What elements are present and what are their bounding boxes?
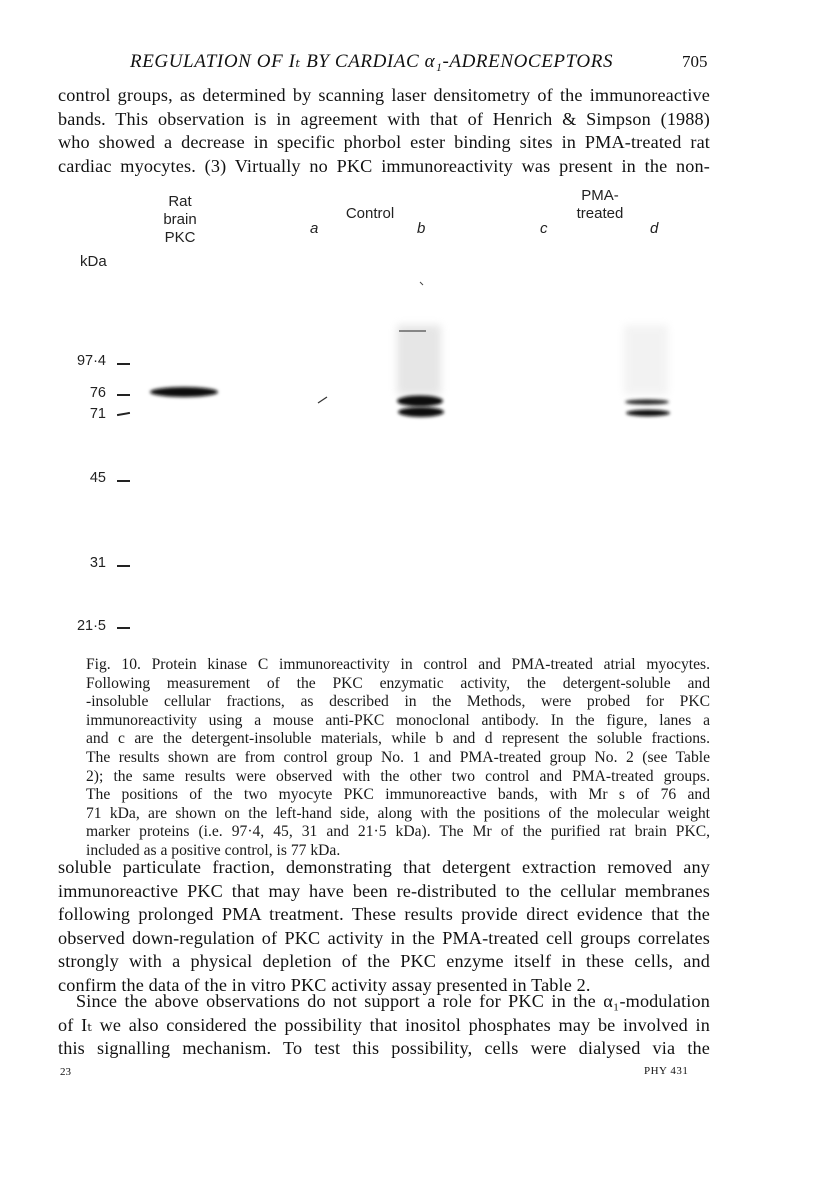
label-pma-treated: PMA- treated — [576, 187, 624, 222]
text-line: soluble particulate fraction, demonstrating that detergent extraction removed any — [58, 857, 710, 877]
caption-line: immunoreactivity using a mouse anti-PKC monoclonal antibody. In the figure, lanes a — [86, 711, 710, 729]
label-control: Control — [345, 205, 395, 222]
text-line: bands. This observation is in agreement with that of Henrich & Simpson (1988) — [58, 108, 710, 129]
marker-45: 45 — [89, 470, 106, 486]
text-line: cardiac myocytes. (3) Virtually no PKC immunoreactivity was present in the non- — [58, 155, 710, 176]
caption-line: The positions of the two myocyte PKC immunoreactive bands, with Mr s of 76 and — [86, 786, 710, 804]
text-line: who showed a decrease in specific phorbol ester binding sites in PMA-treated rat — [58, 132, 710, 153]
caption-line: included as a positive control, is 77 kDa. — [86, 841, 341, 859]
text-line: immunoreactive PKC that may have been re-distributed to the cellular membranes — [58, 880, 710, 901]
text-line: strongly with a physical depletion of the PKC enzyme itself in these cells, and — [58, 951, 710, 972]
kda-unit-label: kDa — [80, 253, 107, 270]
running-title: REGULATION OF Iₜ BY CARDIAC α₁-ADRENOCEPTORS — [130, 51, 614, 72]
body-paragraph-2 — [58, 856, 710, 998]
marker-97-4: 97·4 — [76, 353, 106, 369]
caption-line: and c are the detergent-insoluble materials, while b and d represent the soluble fractions. — [86, 730, 710, 748]
band-lane-b-76kda — [397, 396, 443, 407]
marker-tick — [117, 627, 130, 629]
text-line: confirm the data of the in vitro PKC activity assay presented in Table 2. — [58, 974, 591, 995]
lane-d-label: d — [650, 220, 659, 237]
caption-line: marker proteins (i.e. 97·4, 45, 31 and 21·5 kDa). The Mr of the purified rat brain PKC, — [86, 823, 710, 841]
lane-c-label: c — [540, 220, 548, 237]
caption-line: The results shown are from control group No. 1 and PMA-treated group No. 2 (see Table — [86, 748, 710, 766]
caption-line: -insoluble cellular fractions, as described in the Methods, were probed for PKC — [86, 693, 710, 711]
marker-31: 31 — [89, 555, 106, 571]
journal-code: PHY 431 — [644, 1065, 689, 1077]
band-lane-b-71kda — [398, 407, 444, 417]
text-line: this signalling mechanism. To test this possibility, cells were dialysed via the — [58, 1038, 710, 1059]
text-line: Since the above observations do not support a role for PKC in the α₁-modulation — [76, 991, 710, 1011]
page-number: 705 — [682, 52, 708, 71]
band-lane-d-71kda — [626, 410, 670, 416]
lane-b-label: b — [417, 220, 426, 237]
body-paragraph-1 — [58, 84, 710, 178]
smear-lane-d — [624, 325, 668, 395]
text-line: of Iₜ we also considered the possibility that inositol phosphates may be involved in — [58, 1014, 710, 1035]
marker-71: 71 — [89, 406, 106, 422]
label-rat-brain-pkc: Rat brain PKC — [163, 193, 197, 246]
signature-mark: 23 — [60, 1066, 71, 1078]
lane-a-label: a — [310, 220, 319, 237]
band-lane-d-76kda — [625, 399, 669, 404]
body-paragraph-3 — [58, 990, 710, 1061]
speck-lane-b — [420, 282, 423, 285]
marker-tick — [117, 480, 130, 482]
marker-tick — [117, 363, 130, 365]
text-line: observed down-regulation of PKC activity in the PMA-treated cell groups correlates — [58, 927, 710, 948]
western-blot-figure — [0, 185, 816, 645]
running-header — [0, 50, 816, 74]
band-rat-brain-77kda — [150, 387, 218, 397]
marker-tick — [117, 565, 130, 567]
text-line: following prolonged PMA treatment. These results provide direct evidence that the — [58, 904, 710, 925]
caption-line: Following measurement of the PKC enzymatic activity, the detergent-soluble and — [86, 674, 710, 692]
marker-21-5: 21·5 — [76, 618, 106, 634]
caption-line: 2); the same results were observed with the other two control and PMA-treated groups. — [86, 767, 710, 785]
figure-caption — [86, 656, 710, 861]
caption-line: Fig. 10. Protein kinase C immunoreactivity in control and PMA-treated atrial myocytes. — [86, 656, 710, 673]
marker-76: 76 — [89, 385, 106, 401]
speck-lane-a — [318, 397, 327, 403]
text-line: control groups, as determined by scanning laser densitometry of the immunoreactive — [58, 85, 710, 105]
marker-tick — [117, 394, 130, 396]
caption-line: 71 kDa, are shown on the left-hand side, along with the positions of the molecular weight — [86, 804, 710, 822]
smear-lane-b — [397, 325, 441, 395]
